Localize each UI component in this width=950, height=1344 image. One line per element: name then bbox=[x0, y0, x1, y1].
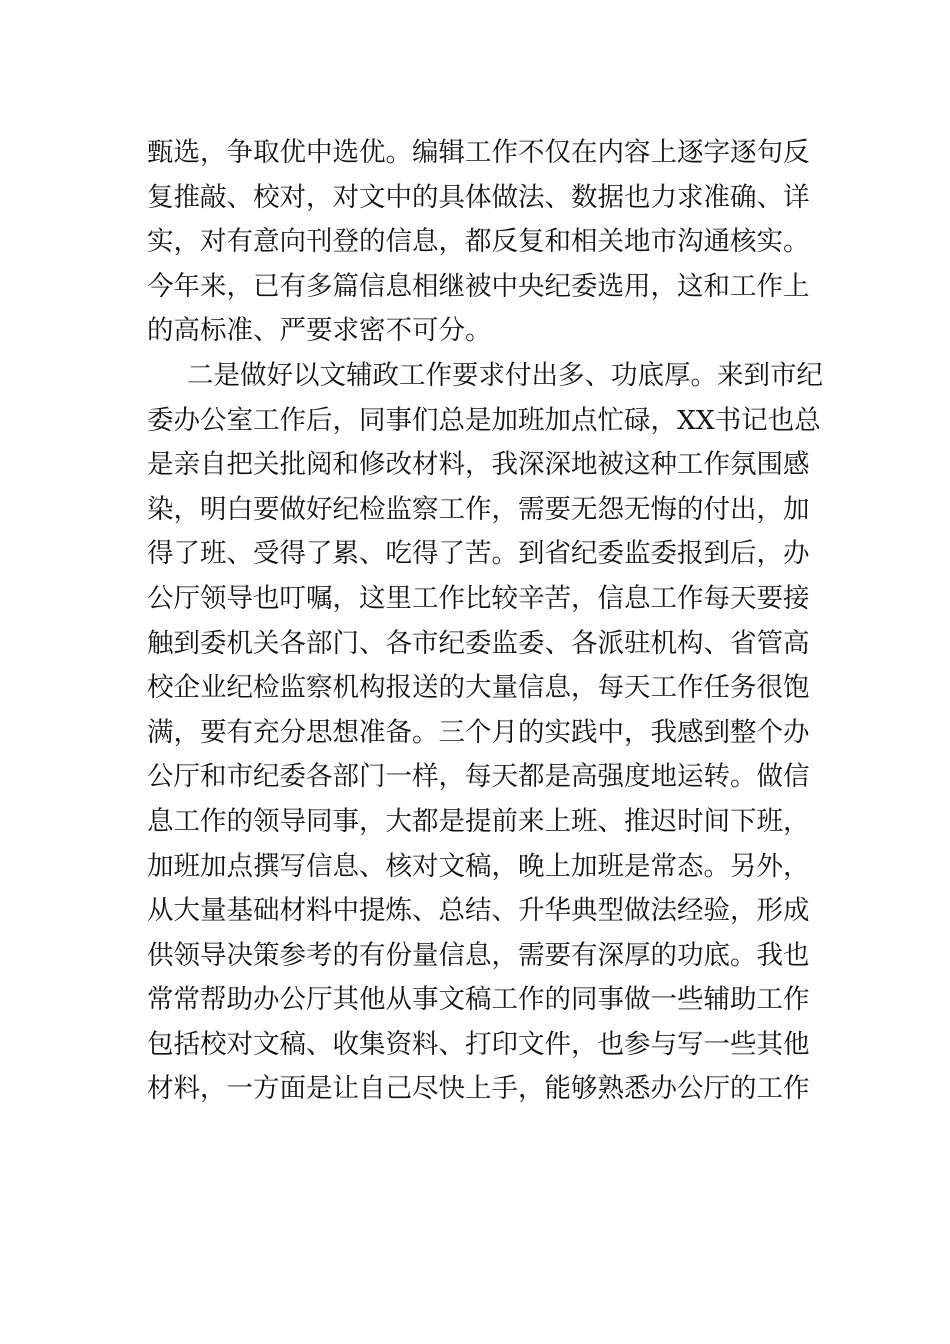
text-line: 包括校对文稿、收集资料、打印文件，也参与写一些其他 bbox=[147, 1028, 810, 1060]
text-line: 的高标准、严要求密不可分。 bbox=[147, 315, 492, 347]
paragraph-2 bbox=[147, 354, 823, 1112]
paragraph-1 bbox=[147, 131, 810, 354]
text-line: 是亲自把关批阅和修改材料，我深深地被这种工作氛围感 bbox=[147, 449, 810, 481]
text-line: 常常帮助办公厅其他从事文稿工作的同事做一些辅助工作 bbox=[147, 984, 810, 1016]
text-line: 染，明白要做好纪检监察工作，需要无怨无悔的付出，加 bbox=[147, 493, 810, 525]
text-line: 甄选，争取优中选优。编辑工作不仅在内容上逐字逐句反 bbox=[147, 137, 810, 168]
text-line: 二是做好以文辅政工作要求付出多、功底厚。来到市纪 bbox=[187, 359, 823, 391]
text-line: 校企业纪检监察机构报送的大量信息，每天工作任务很饱 bbox=[147, 672, 810, 704]
text-line: 实，对有意向刊登的信息，都反复和相关地市沟通核实。 bbox=[147, 226, 810, 258]
text-line: 从大量基础材料中提炼、总结、升华典型做法经验，形成 bbox=[147, 895, 810, 927]
text-line: 公厅和市纪委各部门一样，每天都是高强度地运转。做信 bbox=[147, 761, 810, 793]
text-line: 今年来，已有多篇信息相继被中央纪委选用，这和工作上 bbox=[147, 270, 810, 302]
text-line: 加班加点撰写信息、核对文稿，晚上加班是常态。另外， bbox=[147, 850, 810, 882]
text-line: 息工作的领导同事，大都是提前来上班、推迟时间下班， bbox=[147, 805, 810, 837]
body-text bbox=[147, 131, 823, 1112]
text-line: 供领导决策参考的有份量信息，需要有深厚的功底。我也 bbox=[147, 939, 810, 971]
text-line: 触到委机关各部门、各市纪委监委、各派驻机构、省管高 bbox=[147, 627, 810, 659]
text-line: 公厅领导也叮嘱，这里工作比较辛苦，信息工作每天要接 bbox=[147, 582, 810, 614]
text-line: 材料，一方面是让自己尽快上手，能够熟悉办公厅的工作 bbox=[147, 1073, 810, 1105]
text-line: 得了班、受得了累、吃得了苦。到省纪委监委报到后，办 bbox=[147, 538, 810, 570]
text-line: 满，要有充分思想准备。三个月的实践中，我感到整个办 bbox=[147, 716, 810, 748]
text-line: 复推敲、校对，对文中的具体做法、数据也力求准确、详 bbox=[147, 181, 810, 213]
text-line: 委办公室工作后，同事们总是加班加点忙碌，XX书记也总 bbox=[147, 404, 821, 436]
